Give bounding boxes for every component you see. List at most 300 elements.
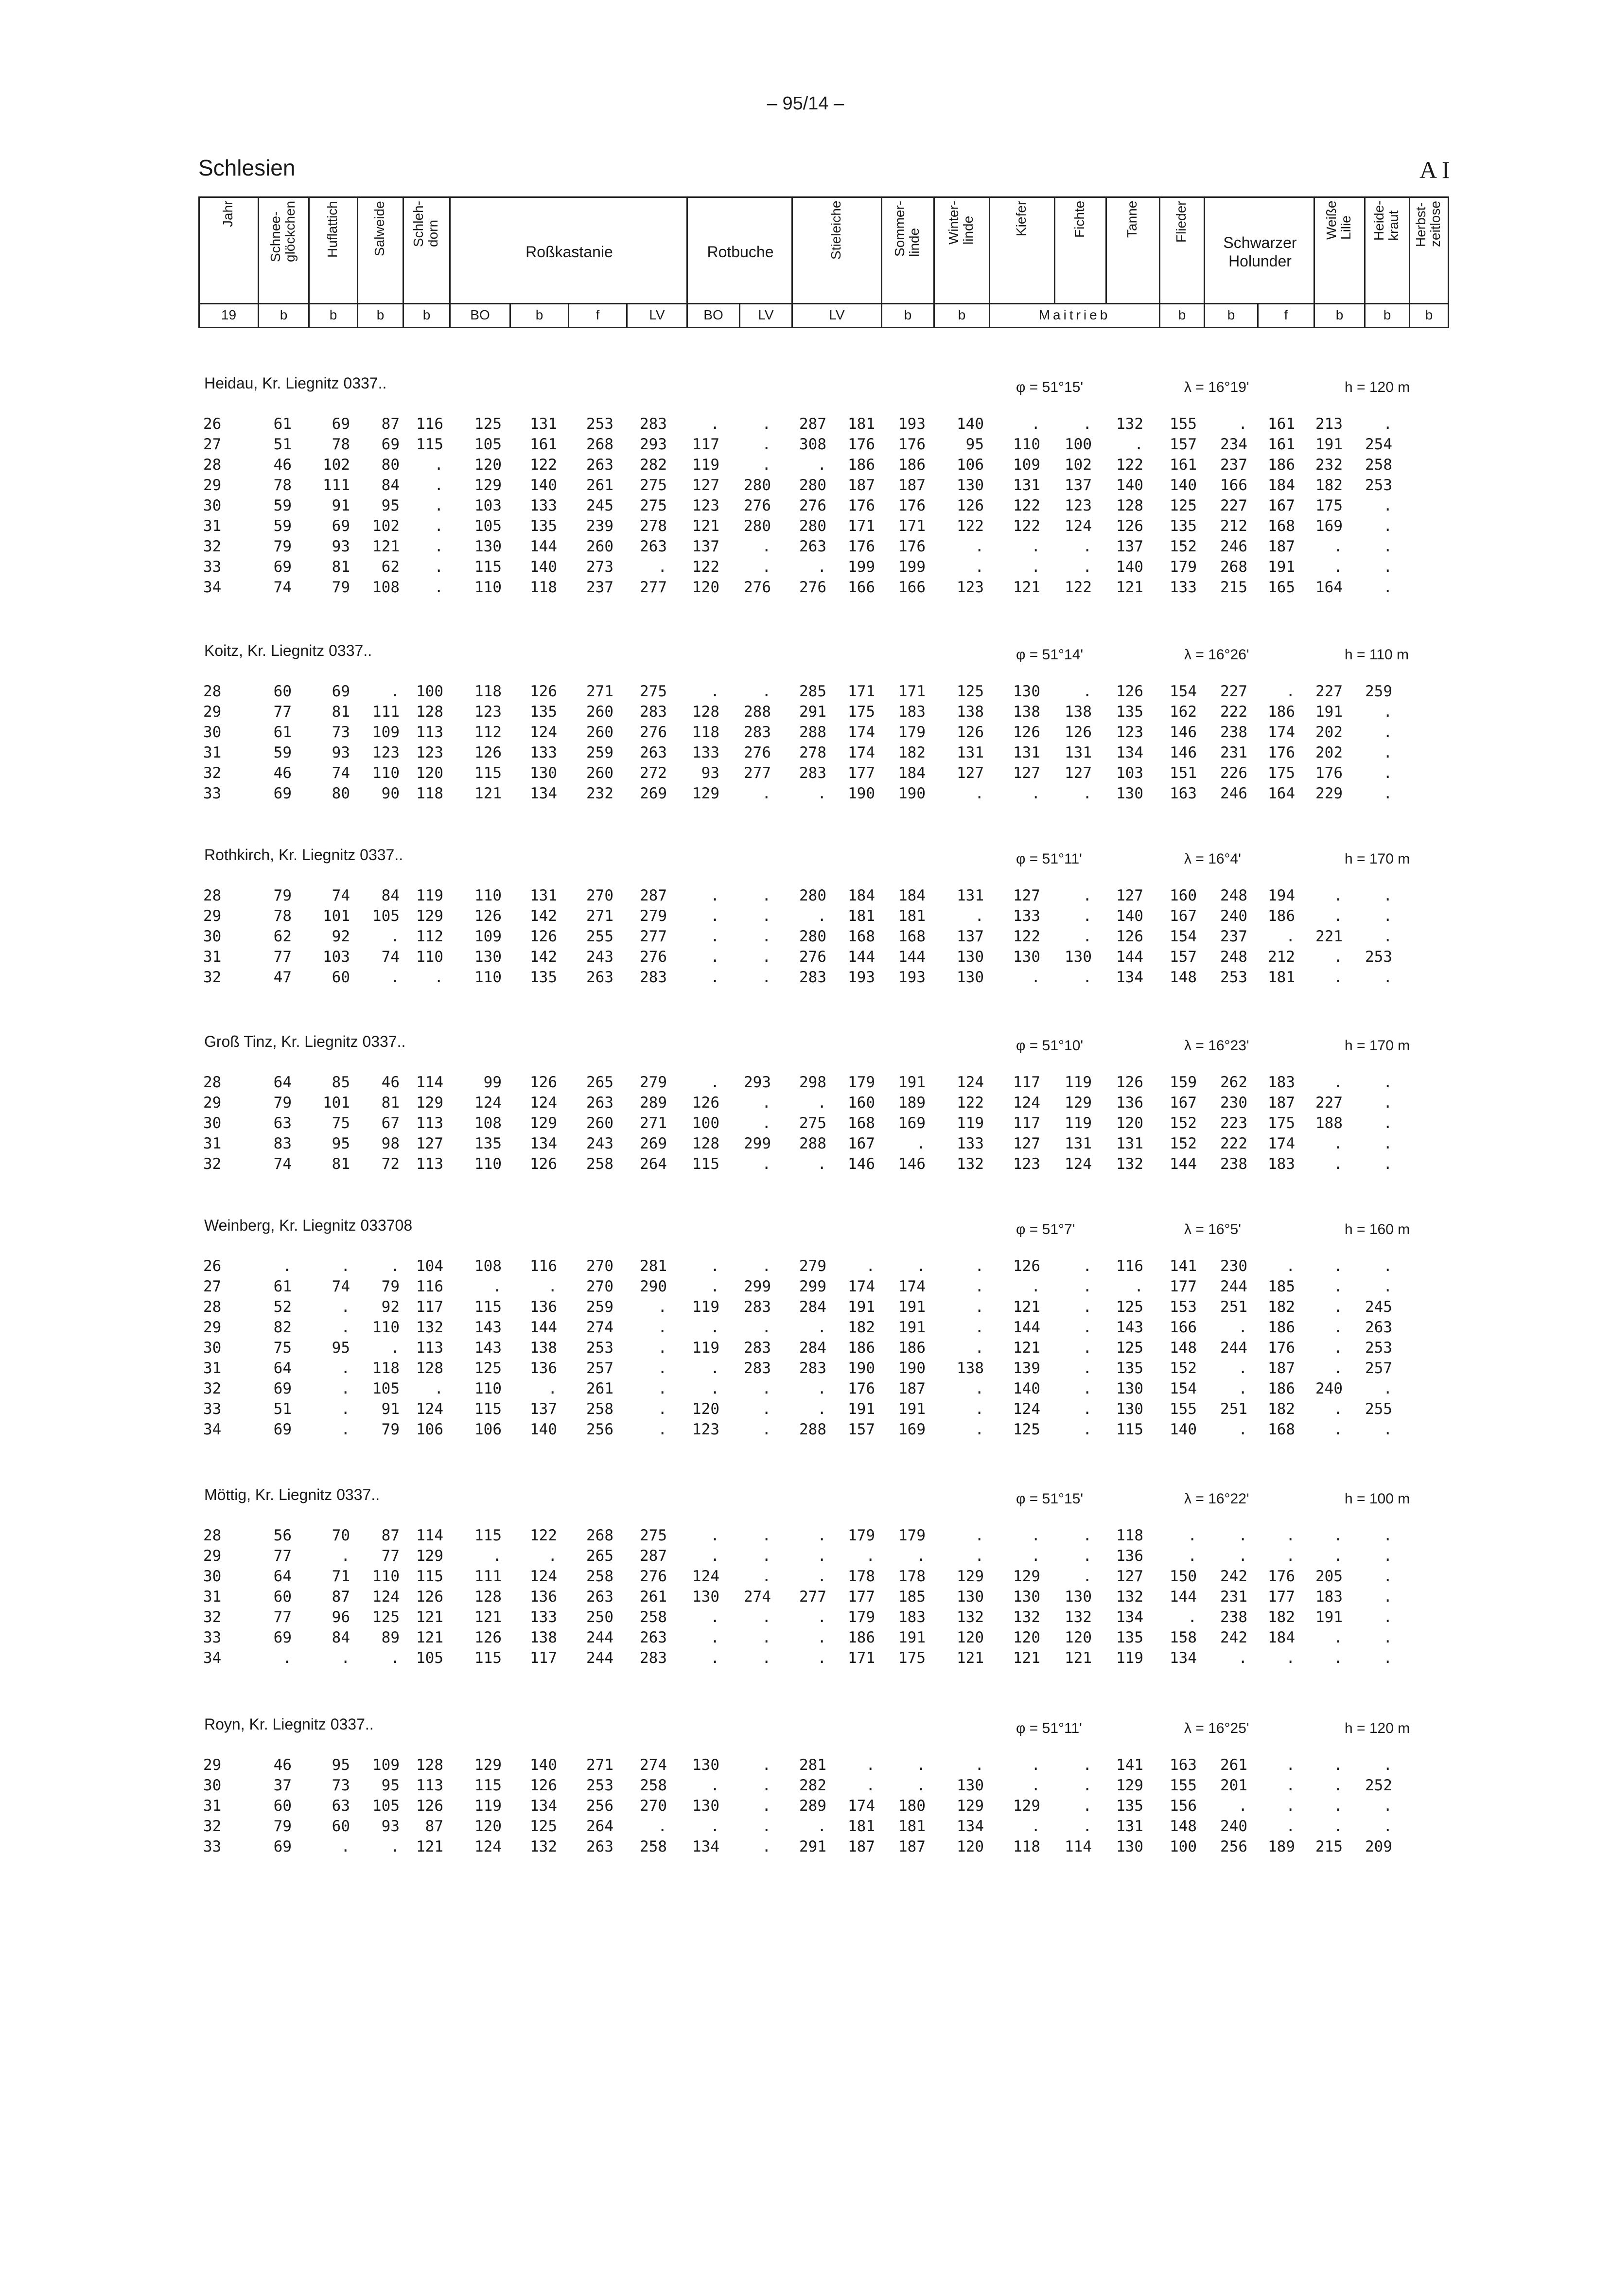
row-value: 273 [586,558,613,576]
row-year: 30 [203,1339,222,1357]
row-value: 111 [323,477,350,494]
row-value: 131 [530,887,557,904]
row-value: 275 [640,1527,667,1544]
row-value: . [1383,907,1392,925]
row-value: 77 [273,1547,292,1565]
row-value: 117 [416,1298,443,1316]
row-value: . [1238,415,1247,433]
row-value: 121 [1013,579,1040,596]
row-value: 276 [799,579,826,596]
row-value: 146 [1170,744,1197,761]
row-value: 81 [332,1155,350,1173]
row-value: 113 [416,1339,443,1357]
code-cell: b [1159,303,1205,328]
row-value: 131 [957,744,984,761]
code-cell: BO [686,303,740,328]
row-value: 126 [1116,683,1143,700]
row-value: 126 [530,1074,557,1091]
row-value: 120 [1013,1629,1040,1646]
row-value: 232 [586,785,613,802]
row-value: 171 [848,517,875,535]
header-label-winterlinde: Winter- linde [946,201,976,245]
row-year: 28 [203,1074,222,1091]
row-value: . [341,1400,350,1418]
row-value: . [1134,436,1143,453]
section-code: A I [1419,156,1450,183]
row-value: 191 [898,1298,926,1316]
row-value: 283 [640,1649,667,1667]
row-value: 102 [372,517,400,535]
row-value: 258 [640,1608,667,1626]
row-value: . [341,1257,350,1275]
row-value: 102 [1065,456,1092,474]
row-value: 152 [1170,1135,1197,1152]
row-value: 106 [416,1421,443,1438]
row-value: 108 [474,1114,502,1132]
row-value: 115 [474,1400,502,1418]
row-value: 175 [1268,1114,1295,1132]
row-year: 32 [203,1818,222,1835]
row-value: 79 [332,579,350,596]
row-value: 128 [416,1756,443,1774]
row-value: 51 [273,436,292,453]
row-value: . [1383,744,1392,761]
row-value: . [975,1756,984,1774]
row-value: 142 [530,907,557,925]
row-value: 191 [898,1074,926,1091]
row-value: 222 [1220,703,1247,721]
row-value: 287 [640,1547,667,1565]
row-value: 126 [530,928,557,945]
row-value: 155 [1170,415,1197,433]
row-year: 26 [203,1257,222,1275]
row-value: 73 [332,1777,350,1794]
row-value: . [975,558,984,576]
row-value: . [658,1818,667,1835]
row-value: . [1383,1818,1392,1835]
row-value: 130 [1013,948,1040,966]
row-year: 34 [203,1649,222,1667]
row-value: 81 [381,1094,400,1112]
row-value: . [658,1360,667,1377]
row-value: . [1083,1360,1092,1377]
row-value: 260 [586,703,613,721]
code-cell: LV [791,303,882,328]
row-value: 134 [530,1797,557,1815]
row-value: . [817,785,826,802]
row-value: . [1031,785,1040,802]
row-value: 69 [332,415,350,433]
row-value: 69 [273,1629,292,1646]
row-value: 114 [416,1527,443,1544]
row-value: 128 [1116,497,1143,514]
row-value: 112 [416,928,443,945]
row-value: . [434,579,443,596]
row-value: 151 [1170,764,1197,782]
row-value: 60 [332,1818,350,1835]
row-value: 123 [692,1421,719,1438]
row-value: 184 [1268,477,1295,494]
row-value: 258 [586,1400,613,1418]
row-value: 202 [1315,744,1343,761]
row-value: 124 [957,1074,984,1091]
row-value: . [710,1649,719,1667]
row-value: 157 [1170,436,1197,453]
row-value: 123 [1013,1155,1040,1173]
row-value: 146 [848,1155,875,1173]
row-value: 138 [957,1360,984,1377]
row-value: 181 [898,907,926,925]
row-value: 131 [1013,744,1040,761]
row-value: . [1333,1074,1343,1091]
row-value: 138 [530,1629,557,1646]
row-value: . [1383,1094,1392,1112]
row-value: 179 [1170,558,1197,576]
row-value: 121 [1013,1298,1040,1316]
row-value: . [762,1756,771,1774]
row-value: 176 [1268,744,1295,761]
row-value: 46 [273,1756,292,1774]
row-value: . [341,1360,350,1377]
row-value: 115 [1116,1421,1143,1438]
row-value: 164 [1315,579,1343,596]
row-value: . [866,1547,875,1565]
row-value: 275 [640,497,667,514]
row-value: 152 [1170,1360,1197,1377]
row-value: 251 [1220,1400,1247,1418]
row-value: . [1333,1257,1343,1275]
row-value: 276 [640,1568,667,1585]
row-value: 181 [848,1818,875,1835]
row-value: 242 [1220,1568,1247,1585]
region-title: Schlesien [198,155,296,180]
row-value: 161 [1268,436,1295,453]
row-value: 101 [323,1094,350,1112]
row-value: . [762,887,771,904]
row-value: . [710,1278,719,1295]
row-value: 234 [1220,436,1247,453]
row-value: 144 [530,538,557,555]
row-value: 283 [744,724,771,741]
row-value: 59 [273,744,292,761]
row-value: . [762,415,771,433]
station-name: Groß Tinz, Kr. Liegnitz 0337.. [204,1033,406,1050]
row-value: . [1031,1278,1040,1295]
station-lambda: λ = 16°23' [1184,1038,1249,1054]
row-value: 176 [898,497,926,514]
row-value: 128 [416,703,443,721]
code-cell: b [357,303,404,328]
row-value: 245 [586,497,613,514]
row-value: . [710,1074,719,1091]
row-value: 128 [692,1135,719,1152]
row-value: 125 [957,683,984,700]
row-value: 127 [1065,764,1092,782]
row-year: 29 [203,1094,222,1112]
row-value: 51 [273,1400,292,1418]
row-value: 263 [586,1588,613,1606]
code-cell: b [258,303,310,328]
row-value: . [390,969,400,986]
row-value: 126 [530,1155,557,1173]
row-value: 143 [1116,1319,1143,1336]
row-value: . [710,1547,719,1565]
row-value: 260 [586,538,613,555]
row-value: 78 [273,477,292,494]
station-h: h = 170 m [1345,851,1410,867]
row-value: 171 [898,517,926,535]
code-cell: Maitrieb [989,303,1160,328]
row-value: 299 [799,1278,826,1295]
row-value: 140 [1116,907,1143,925]
header-label-schneeglockchen: Schnee- glöckchen [268,201,298,263]
row-value: 137 [957,928,984,945]
row-value: 143 [474,1339,502,1357]
row-value: 135 [530,517,557,535]
row-value: 130 [530,764,557,782]
row-value: 130 [1116,1838,1143,1855]
row-value: 258 [586,1568,613,1585]
row-year: 29 [203,477,222,494]
row-value: 115 [692,1155,719,1173]
row-value: 270 [586,887,613,904]
row-value: 287 [799,415,826,433]
row-value: . [434,558,443,576]
row-value: 274 [640,1756,667,1774]
row-value: . [1238,1527,1247,1544]
code-cell: LV [626,303,688,328]
station-h: h = 120 m [1345,379,1410,395]
row-year: 29 [203,907,222,925]
row-value: . [1383,1756,1392,1774]
row-value: 134 [692,1838,719,1855]
row-value: 298 [799,1074,826,1091]
row-value: 130 [1116,785,1143,802]
row-value: 117 [1013,1074,1040,1091]
row-value: . [762,1568,771,1585]
row-value: . [817,1319,826,1336]
row-value: . [1031,415,1040,433]
row-value: 167 [1170,907,1197,925]
row-value: 130 [1116,1380,1143,1397]
row-value: 251 [1220,1298,1247,1316]
row-year: 30 [203,1777,222,1794]
row-value: 100 [416,683,443,700]
row-value: 270 [586,1257,613,1275]
row-value: 189 [1268,1838,1295,1855]
row-value: 137 [692,538,719,555]
row-value: 129 [474,1756,502,1774]
row-value: 237 [1220,456,1247,474]
row-value: 167 [1170,1094,1197,1112]
row-value: 130 [692,1756,719,1774]
row-year: 32 [203,538,222,555]
row-value: 284 [799,1339,826,1357]
row-value: . [817,1094,826,1112]
row-value: 187 [848,477,875,494]
row-value: 101 [323,907,350,925]
row-value: 255 [586,928,613,945]
row-value: . [710,1608,719,1626]
row-value: . [1083,1257,1092,1275]
row-value: 144 [1170,1155,1197,1173]
row-value: . [916,1135,926,1152]
row-value: 122 [1116,456,1143,474]
row-value: 117 [530,1649,557,1667]
row-value: . [762,683,771,700]
row-value: 280 [744,517,771,535]
row-value: 123 [957,579,984,596]
row-value: . [916,1257,926,1275]
row-value: 62 [273,928,292,945]
row-value: 175 [898,1649,926,1667]
row-value: 186 [848,456,875,474]
row-value: 144 [530,1319,557,1336]
row-value: 126 [1013,724,1040,741]
row-value: 274 [586,1319,613,1336]
row-value: . [975,1278,984,1295]
row-value: . [762,1527,771,1544]
row-value: 61 [273,724,292,741]
row-year: 32 [203,969,222,986]
row-value: 130 [957,477,984,494]
row-value: 109 [474,928,502,945]
row-value: 184 [898,764,926,782]
row-value: 215 [1315,1838,1343,1855]
row-value: 129 [530,1114,557,1132]
row-value: . [1333,1777,1343,1794]
row-value: 231 [1220,1588,1247,1606]
row-value: 184 [898,887,926,904]
row-value: 187 [898,477,926,494]
row-value: 182 [1268,1608,1295,1626]
row-value: . [762,538,771,555]
row-value: 115 [474,764,502,782]
row-value: . [1333,558,1343,576]
row-value: . [1383,1278,1392,1295]
row-value: 256 [586,1421,613,1438]
row-value: 126 [530,1777,557,1794]
row-value: . [817,1547,826,1565]
row-value: 263 [640,538,667,555]
row-value: 260 [586,764,613,782]
row-value: 122 [1013,497,1040,514]
row-value: . [762,558,771,576]
row-value: 87 [381,1527,400,1544]
row-value: 138 [1065,703,1092,721]
row-value: . [341,1421,350,1438]
row-value: 275 [640,477,667,494]
row-value: . [916,1756,926,1774]
row-value: 261 [1220,1756,1247,1774]
row-value: 187 [848,1838,875,1855]
row-value: 246 [1220,785,1247,802]
header-label-flieder: Flieder [1173,201,1189,243]
row-value: 136 [1116,1094,1143,1112]
row-value: . [762,1547,771,1565]
row-value: 186 [1268,1319,1295,1336]
code-cell: b [1409,303,1449,328]
row-value: 110 [372,1568,400,1585]
row-value: 227 [1315,683,1343,700]
row-value: 121 [474,785,502,802]
row-value: . [1238,1649,1247,1667]
row-value: . [975,1527,984,1544]
row-value: 152 [1170,538,1197,555]
row-value: 120 [416,764,443,782]
row-value: 174 [1268,724,1295,741]
row-value: 63 [273,1114,292,1132]
row-value: 187 [1268,1360,1295,1377]
row-value: . [762,1838,771,1855]
row-value: 130 [1116,1400,1143,1418]
row-value: 132 [957,1155,984,1173]
row-value: 182 [848,1319,875,1336]
row-value: 158 [1170,1629,1197,1646]
row-value: 253 [1365,948,1392,966]
row-value: 290 [640,1278,667,1295]
row-value: 129 [1013,1797,1040,1815]
row-value: 135 [474,1135,502,1152]
row-value: . [1383,415,1392,433]
row-value: 187 [1268,538,1295,555]
row-value: . [1031,558,1040,576]
row-value: 174 [848,1278,875,1295]
row-value: 119 [692,1339,719,1357]
header-label-jahr: Jahr [220,201,235,228]
row-value: 175 [848,703,875,721]
row-value: 276 [744,497,771,514]
row-value: 75 [332,1114,350,1132]
row-value: . [817,558,826,576]
row-value: . [434,477,443,494]
row-value: 124 [530,1568,557,1585]
row-value: 269 [640,785,667,802]
row-value: 146 [1170,724,1197,741]
row-year: 27 [203,436,222,453]
row-value: 119 [692,1298,719,1316]
row-value: 135 [1116,703,1143,721]
row-value: . [975,1547,984,1565]
row-value: 130 [474,538,502,555]
row-value: 130 [1065,1588,1092,1606]
row-year: 29 [203,1547,222,1565]
row-value: 69 [332,683,350,700]
row-value: 174 [1268,1135,1295,1152]
row-value: 139 [1013,1360,1040,1377]
row-value: . [1383,703,1392,721]
row-value: 283 [799,764,826,782]
row-value: 108 [372,579,400,596]
row-value: 237 [586,579,613,596]
row-value: 276 [640,724,667,741]
row-value: 116 [416,415,443,433]
station-h: h = 170 m [1345,1038,1410,1054]
row-value: 261 [586,1380,613,1397]
row-value: 100 [1065,436,1092,453]
row-value: . [341,1649,350,1667]
row-value: . [1031,1527,1040,1544]
row-value: 124 [372,1588,400,1606]
row-value: 56 [273,1527,292,1544]
row-value: . [1238,1319,1247,1336]
row-value: 137 [1065,477,1092,494]
row-value: 121 [416,1629,443,1646]
row-year: 33 [203,1400,222,1418]
row-value: 126 [1116,928,1143,945]
row-value: . [710,1777,719,1794]
row-year: 31 [203,1588,222,1606]
